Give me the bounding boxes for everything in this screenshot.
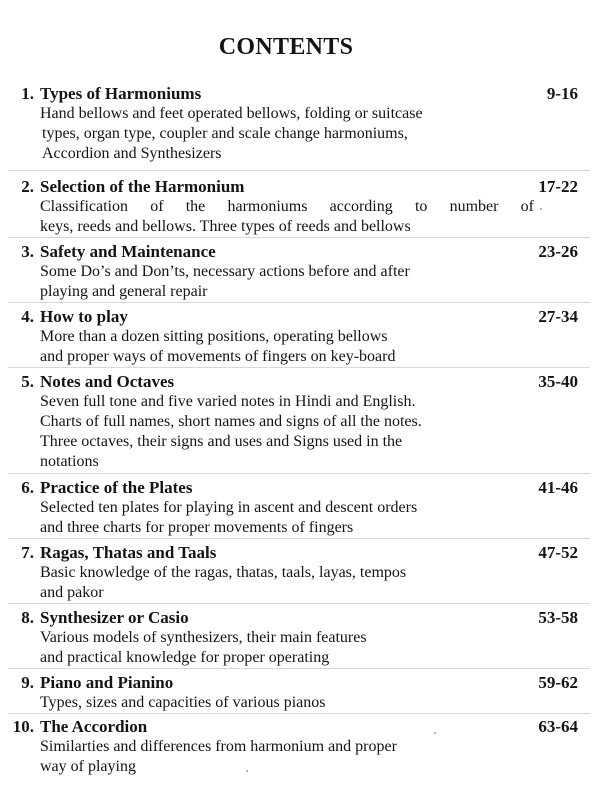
description-line: Basic knowledge of the ragas, thatas, taals, layas, tempos	[40, 564, 407, 581]
divider	[8, 367, 590, 368]
description-line: types, organ type, coupler and scale change harmoniums,	[42, 125, 408, 142]
entry-heading[interactable]: Types of Harmoniums	[40, 84, 202, 103]
print-speck	[434, 732, 436, 734]
description-line: Three octaves, their signs and uses and Signs used in the	[40, 433, 403, 450]
entry-number: 4.	[21, 307, 34, 326]
entry-number: 10.	[12, 717, 34, 736]
description-line: Seven full tone and five varied notes in Hindi and English.	[40, 393, 416, 410]
entry-page-range[interactable]: 53-58	[538, 608, 578, 627]
entry-description	[40, 104, 530, 164]
description-line: Accordion and Synthesizers	[42, 145, 222, 162]
entry-number: 8.	[21, 608, 34, 627]
divider	[8, 170, 590, 171]
entry-heading[interactable]: Practice of the Plates	[40, 478, 193, 497]
divider	[8, 668, 590, 669]
entry-heading[interactable]: Synthesizer or Casio	[40, 608, 189, 627]
description-line: Similarties and differences from harmonium and proper	[40, 738, 397, 755]
entry-description	[40, 392, 530, 472]
divider	[8, 713, 590, 714]
entry-heading[interactable]: Selection of the Harmonium	[40, 177, 245, 196]
entry-number: 3.	[21, 242, 34, 261]
description-line: playing and general repair	[40, 283, 208, 300]
divider	[8, 603, 590, 604]
description-line: keys, reeds and bellows. Three types of reeds and bellows	[40, 218, 411, 235]
description-line: Types, sizes and capacities of various pianos	[40, 694, 326, 711]
entry-heading[interactable]: The Accordion	[40, 717, 148, 736]
divider	[8, 473, 590, 474]
description-line: Selected ten plates for playing in ascent and descent orders	[40, 499, 418, 516]
entry-heading[interactable]: How to play	[40, 307, 128, 326]
entry-page-range[interactable]: 9-16	[546, 84, 578, 103]
description-line: notations	[40, 453, 99, 470]
description-line: and practical knowledge for proper operating	[40, 649, 330, 666]
entry-number: 2.	[21, 177, 34, 196]
entry-number: 5.	[21, 372, 34, 391]
description-line: way of playing	[40, 758, 136, 775]
entry-description	[40, 563, 530, 603]
entry-description	[40, 197, 534, 237]
entry-page-range[interactable]: 41-46	[538, 478, 578, 497]
entry-heading[interactable]: Safety and Maintenance	[40, 242, 216, 261]
entry-page-range[interactable]: 35-40	[538, 372, 578, 391]
entry-heading[interactable]: Notes and Octaves	[40, 372, 175, 391]
entry-number: 7.	[21, 543, 34, 562]
description-line: Classification of the harmoniums according to number of	[40, 198, 534, 215]
entry-description	[40, 262, 530, 302]
description-line: and pakor	[40, 584, 104, 601]
description-line: and proper ways of movements of fingers on key-board	[40, 348, 396, 365]
entry-description	[40, 737, 530, 777]
description-line: Hand bellows and feet operated bellows, folding or suitcase	[40, 105, 423, 122]
entry-page-range[interactable]: 47-52	[538, 543, 578, 562]
divider	[8, 538, 590, 539]
divider	[8, 237, 590, 238]
entry-description	[40, 628, 530, 668]
print-speck	[540, 208, 542, 210]
entry-description	[40, 498, 530, 538]
entry-number: 9.	[21, 673, 34, 692]
entry-description	[40, 327, 530, 367]
entry-heading[interactable]: Piano and Pianino	[40, 673, 174, 692]
entry-page-range[interactable]: 27-34	[538, 307, 578, 326]
description-line: and three charts for proper movements of fingers	[40, 519, 354, 536]
entry-page-range[interactable]: 63-64	[538, 717, 578, 736]
entry-page-range[interactable]: 17-22	[538, 177, 578, 196]
entry-number: 6.	[21, 478, 34, 497]
description-line: Various models of synthesizers, their main features	[40, 629, 367, 646]
description-line: Some Do’s and Don’ts, necessary actions before and after	[40, 263, 410, 280]
description-line: More than a dozen sitting positions, operating bellows	[40, 328, 388, 345]
divider	[8, 302, 590, 303]
entry-heading[interactable]: Ragas, Thatas and Taals	[40, 543, 217, 562]
print-speck	[246, 770, 248, 772]
entry-page-range[interactable]: 23-26	[538, 242, 578, 261]
entry-number: 1.	[21, 84, 34, 103]
page-title: CONTENTS	[218, 34, 354, 60]
entry-page-range[interactable]: 59-62	[538, 673, 578, 692]
entry-description	[40, 693, 530, 713]
description-line: Charts of full names, short names and signs of all the notes.	[40, 413, 422, 430]
